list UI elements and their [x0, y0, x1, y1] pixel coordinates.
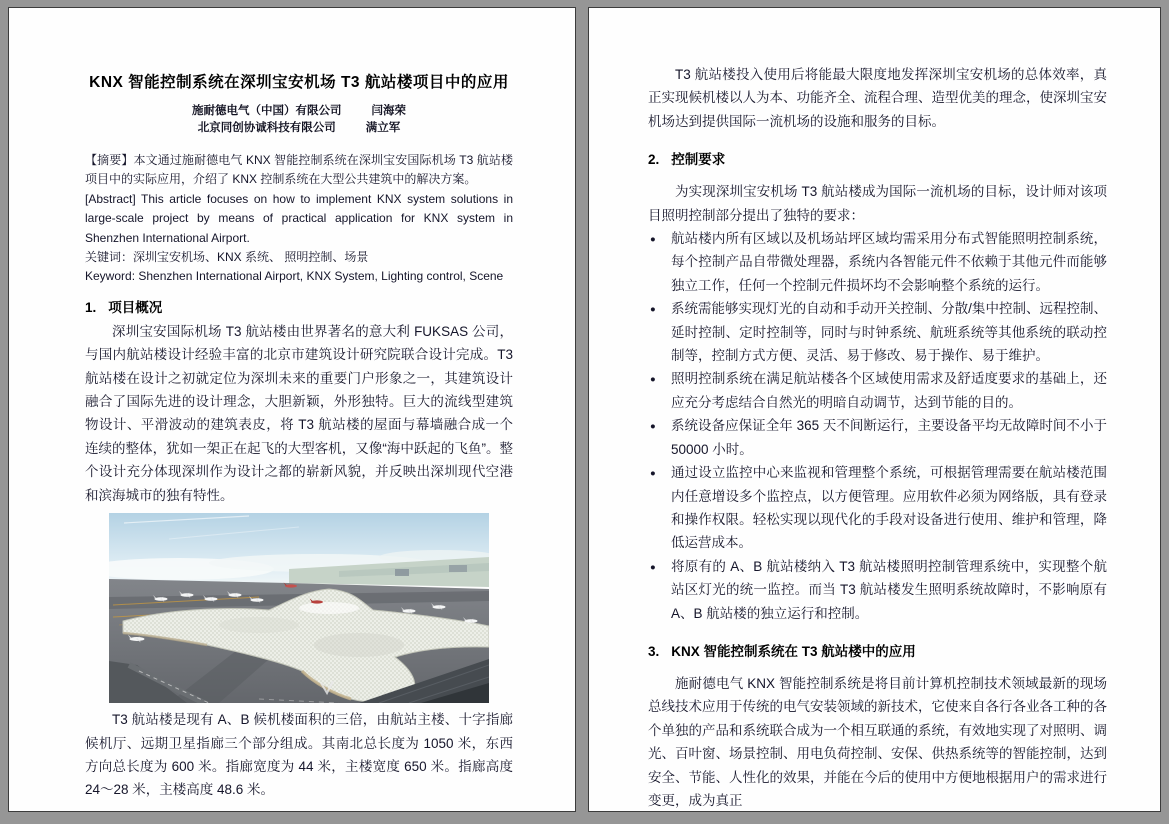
paragraph: T3 航站楼是现有 A、B 候机楼面积的三倍，由航站主楼、十字指廊候机厅、远期卫星指廊三个部分组成。其南北总长度为 1050 米，东西方向总长度为 600 米。指廊宽度为 44 米，主楼宽度 650 米。指廊高度 24～28 米，主楼高度 48.6 米。: [85, 712, 513, 798]
requirement-item: 照明控制系统在满足航站楼各个区域使用需求及舒适度要求的基础上，还应充分考虑结合自然光的明暗自动调节，达到节能的目的。: [671, 371, 1107, 410]
abstract-block: [85, 151, 513, 287]
paper-title: KNX 智能控制系统在深圳宝安机场 T3 航站楼项目中的应用: [89, 74, 509, 91]
abstract-cn: 【摘要】本文通过施耐德电气 KNX 智能控制系统在深圳宝安国际机场 T3 航站楼项目中的实际应用，介绍了 KNX 控制系统在大型公共建筑中的解决方案。: [85, 153, 513, 187]
keywords-cn: 关键词：深圳宝安机场、KNX 系统、 照明控制、场景: [85, 250, 369, 265]
abstract-en: [Abstract] This article focuses on how to implement KNX system solutions in large-scale project by means of practical application for KNX system in Shenzhen International Airport.: [85, 191, 513, 245]
paragraph: 为实现深圳宝安机场 T3 航站楼成为国际一流机场的目标，设计师对该项目照明控制部分提出了独特的要求：: [648, 184, 1107, 223]
document-page-1: [8, 7, 576, 812]
author-org: 施耐德电气（中国）有限公司: [192, 105, 342, 117]
section-heading-1: 1. 项目概况: [85, 299, 163, 315]
requirement-item: 航站楼内所有区域以及机场站坪区域均需采用分布式智能照明控制系统，每个控制产品自带微处理器，系统内各智能元件不依赖于其他元件而能够独立工作，任何一个控制元件损坏均不会影响整个系统的运行。: [671, 231, 1107, 293]
section-heading-2: 2. 控制要求: [648, 152, 726, 168]
author-row: [85, 103, 513, 120]
requirements-list: [648, 227, 1107, 625]
requirement-item: 通过设立监控中心来监视和管理整个系统，可根据管理需要在航站楼范围内任意增设多个监控点，以方便管理。应用软件必须为网络版，具有登录和操作权限。轻松实现以现代化的手段对设备进行使用、维护和管理，降低运营成本。: [671, 465, 1107, 551]
requirement-item: 系统需能够实现灯光的自动和手动开关控制、分散/集中控制、远程控制、延时控制、定时控制等，同时与时钟系统、航班系统等其他系统的联动控制等，控制方式方便、灵活、易于修改、易于操作、易于维护。: [671, 301, 1107, 364]
paragraph: T3 航站楼投入使用后将能最大限度地发挥深圳宝安机场的总体效率，真正实现候机楼以人为本、功能齐全、流程合理、造型优美的理念，使深圳宝安机场达到提供国际一流机场的设施和服务的目标。: [648, 67, 1107, 129]
author-row: [85, 120, 513, 137]
paragraph: 深圳宝安国际机场 T3 航站楼由世界著名的意大利 FUKSAS 公司，与国内航站楼设计经验丰富的北京市建筑设计研究院联合设计完成。T3 航站楼在设计之初就定位为深圳未来的重要门户形象之一，其建筑设计融合了国际先进的设计理念，大胆新颖，外形独特。巨大的流线型建筑物设计、平滑波动的建筑表皮，将 T3 航站楼的屋面与幕墙融合成一个连续的整体，犹如一架正在起飞的大型客机，又像“海中跃起的飞鱼”。整个设计充分体现深圳作为设计之都的崭新风貌，并反映出深圳现代空港和滨海城市的独有特性。: [85, 323, 513, 503]
keywords-en: Keyword: Shenzhen International Airport, KNX System, Lighting control, Scene: [85, 269, 504, 284]
airport-aerial-image: [109, 513, 489, 703]
requirement-item: 系统设备应保证全年 365 天不间断运行，主要设备平均无故障时间不小于 50000 小时。: [671, 418, 1107, 457]
author-name: 满立军: [365, 122, 401, 134]
requirement-item: 将原有的 A、B 航站楼纳入 T3 航站楼照明控制管理系统中，实现整个航站区灯光的统一监控。而当 T3 航站楼发生照明系统故障时，不影响原有 A、B 航站楼的独立运行和控制。: [671, 558, 1107, 621]
section-heading-3: 3. KNX 智能控制系统在 T3 航站楼中的应用: [648, 643, 916, 659]
authors-block: [85, 103, 513, 137]
author-org: 北京同创协诚科技有限公司: [197, 122, 336, 134]
author-name: 闫海荣: [371, 105, 406, 117]
paragraph: 施耐德电气 KNX 智能控制系统是将目前计算机控制技术领域最新的现场总线技术应用于传统的电气安装领域的新技术，它使来自各行各业各工种的各个单独的产品和系统联合成为一个相互联通的系统，有效地实现了对照明、调光、百叶窗、场景控制、用电负荷控制、安保、供热系统等的智能控制，达到安全、节能、人性化的效果，并能在今后的使用中方便地根据用户的需求进行变更，成为真正: [648, 675, 1107, 808]
document-page-2: [588, 7, 1161, 812]
